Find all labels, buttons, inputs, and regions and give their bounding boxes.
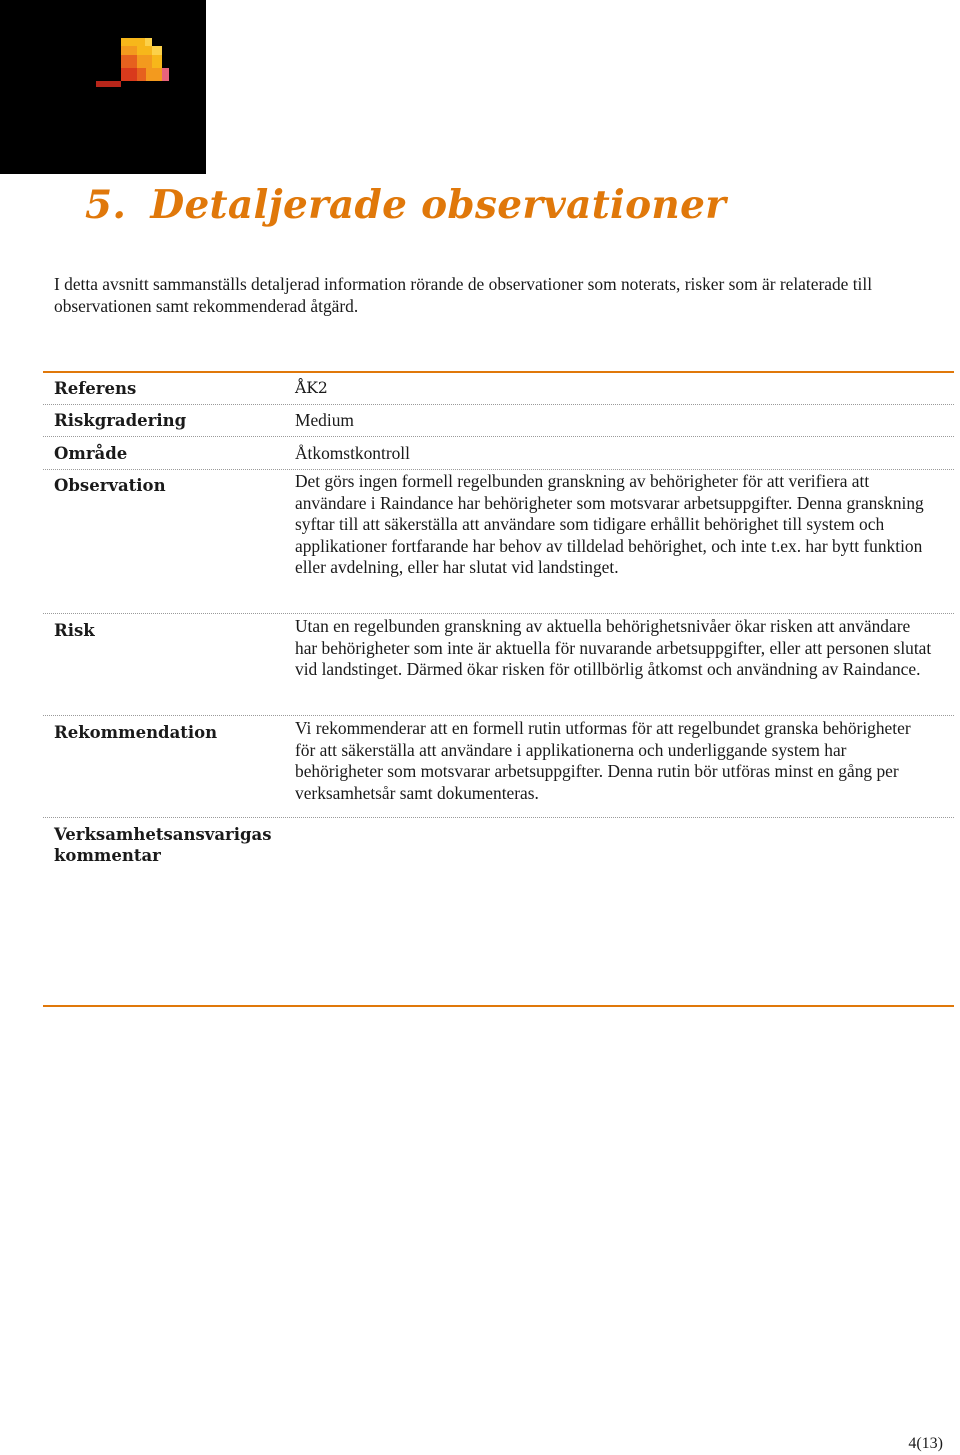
label-observation: Observation: [54, 476, 166, 495]
row-divider: [43, 404, 954, 405]
value-observation: Det görs ingen formell regelbunden granskning av behörigheter för att verifiera att användare i Raindance har behörigheter som motsvarar arbetsuppgifter. Denna granskning syftar till att säkerställa att användare som tidigare erhållit behörighet till system och applikationer fortfarande har behov av tilldelad behörighet, och inte t.ex. har bytt funktion eller avdelning, eller har slutat vid landstinget.: [295, 471, 924, 578]
label-verksamhetsansvarigas-kommentar: Verksamhetsansvarigas kommentar: [54, 825, 272, 865]
value-referens: ÅK2: [295, 379, 328, 397]
row-divider: [43, 436, 954, 437]
value-risk: Utan en regelbunden granskning av aktuella behörighetsnivåer ökar risken att användare har behörigheter som inte är aktuella för nuvarande arbetsuppgifter, eller att personen slutat vid landstinget. Därmed ökar risken för otillbörlig åtkomst och användning av Raindance.: [295, 616, 932, 680]
section-number: 5.: [85, 182, 127, 228]
intro-paragraph: I detta avsnitt sammanställs detaljerad information rörande de observationer som noterats, risker som är relaterade till observationen samt rekommenderad åtgärd.: [54, 274, 873, 316]
page-title: [85, 182, 726, 228]
row-divider: [43, 715, 954, 716]
value-omrade: Åtkomstkontroll: [295, 443, 410, 463]
label-riskgradering: Riskgradering: [54, 411, 187, 430]
label-referens: Referens: [54, 379, 137, 398]
label-rekommendation: Rekommendation: [54, 723, 218, 742]
table-top-rule: [43, 371, 954, 373]
row-divider: [43, 817, 954, 818]
value-riskgradering: Medium: [295, 410, 354, 430]
table-bottom-rule: [43, 1005, 954, 1007]
section-title: Detaljerade observationer: [150, 182, 727, 228]
row-divider: [43, 469, 954, 470]
page-number: 4(13): [908, 1435, 943, 1452]
pwc-logo: [0, 0, 206, 174]
logo-mark-icon: [0, 0, 206, 174]
label-omrade: Område: [54, 444, 128, 463]
value-rekommendation: Vi rekommenderar att en formell rutin utformas för att regelbundet granska behörigheter för att säkerställa att användare i applikationerna och underliggande system har behörigheter som motsvarar arbetsuppgifter. Denna rutin bör utföras minst en gång per verksamhetsår samt dokumenteras.: [295, 718, 911, 803]
row-divider: [43, 613, 954, 614]
label-risk: Risk: [54, 621, 95, 640]
